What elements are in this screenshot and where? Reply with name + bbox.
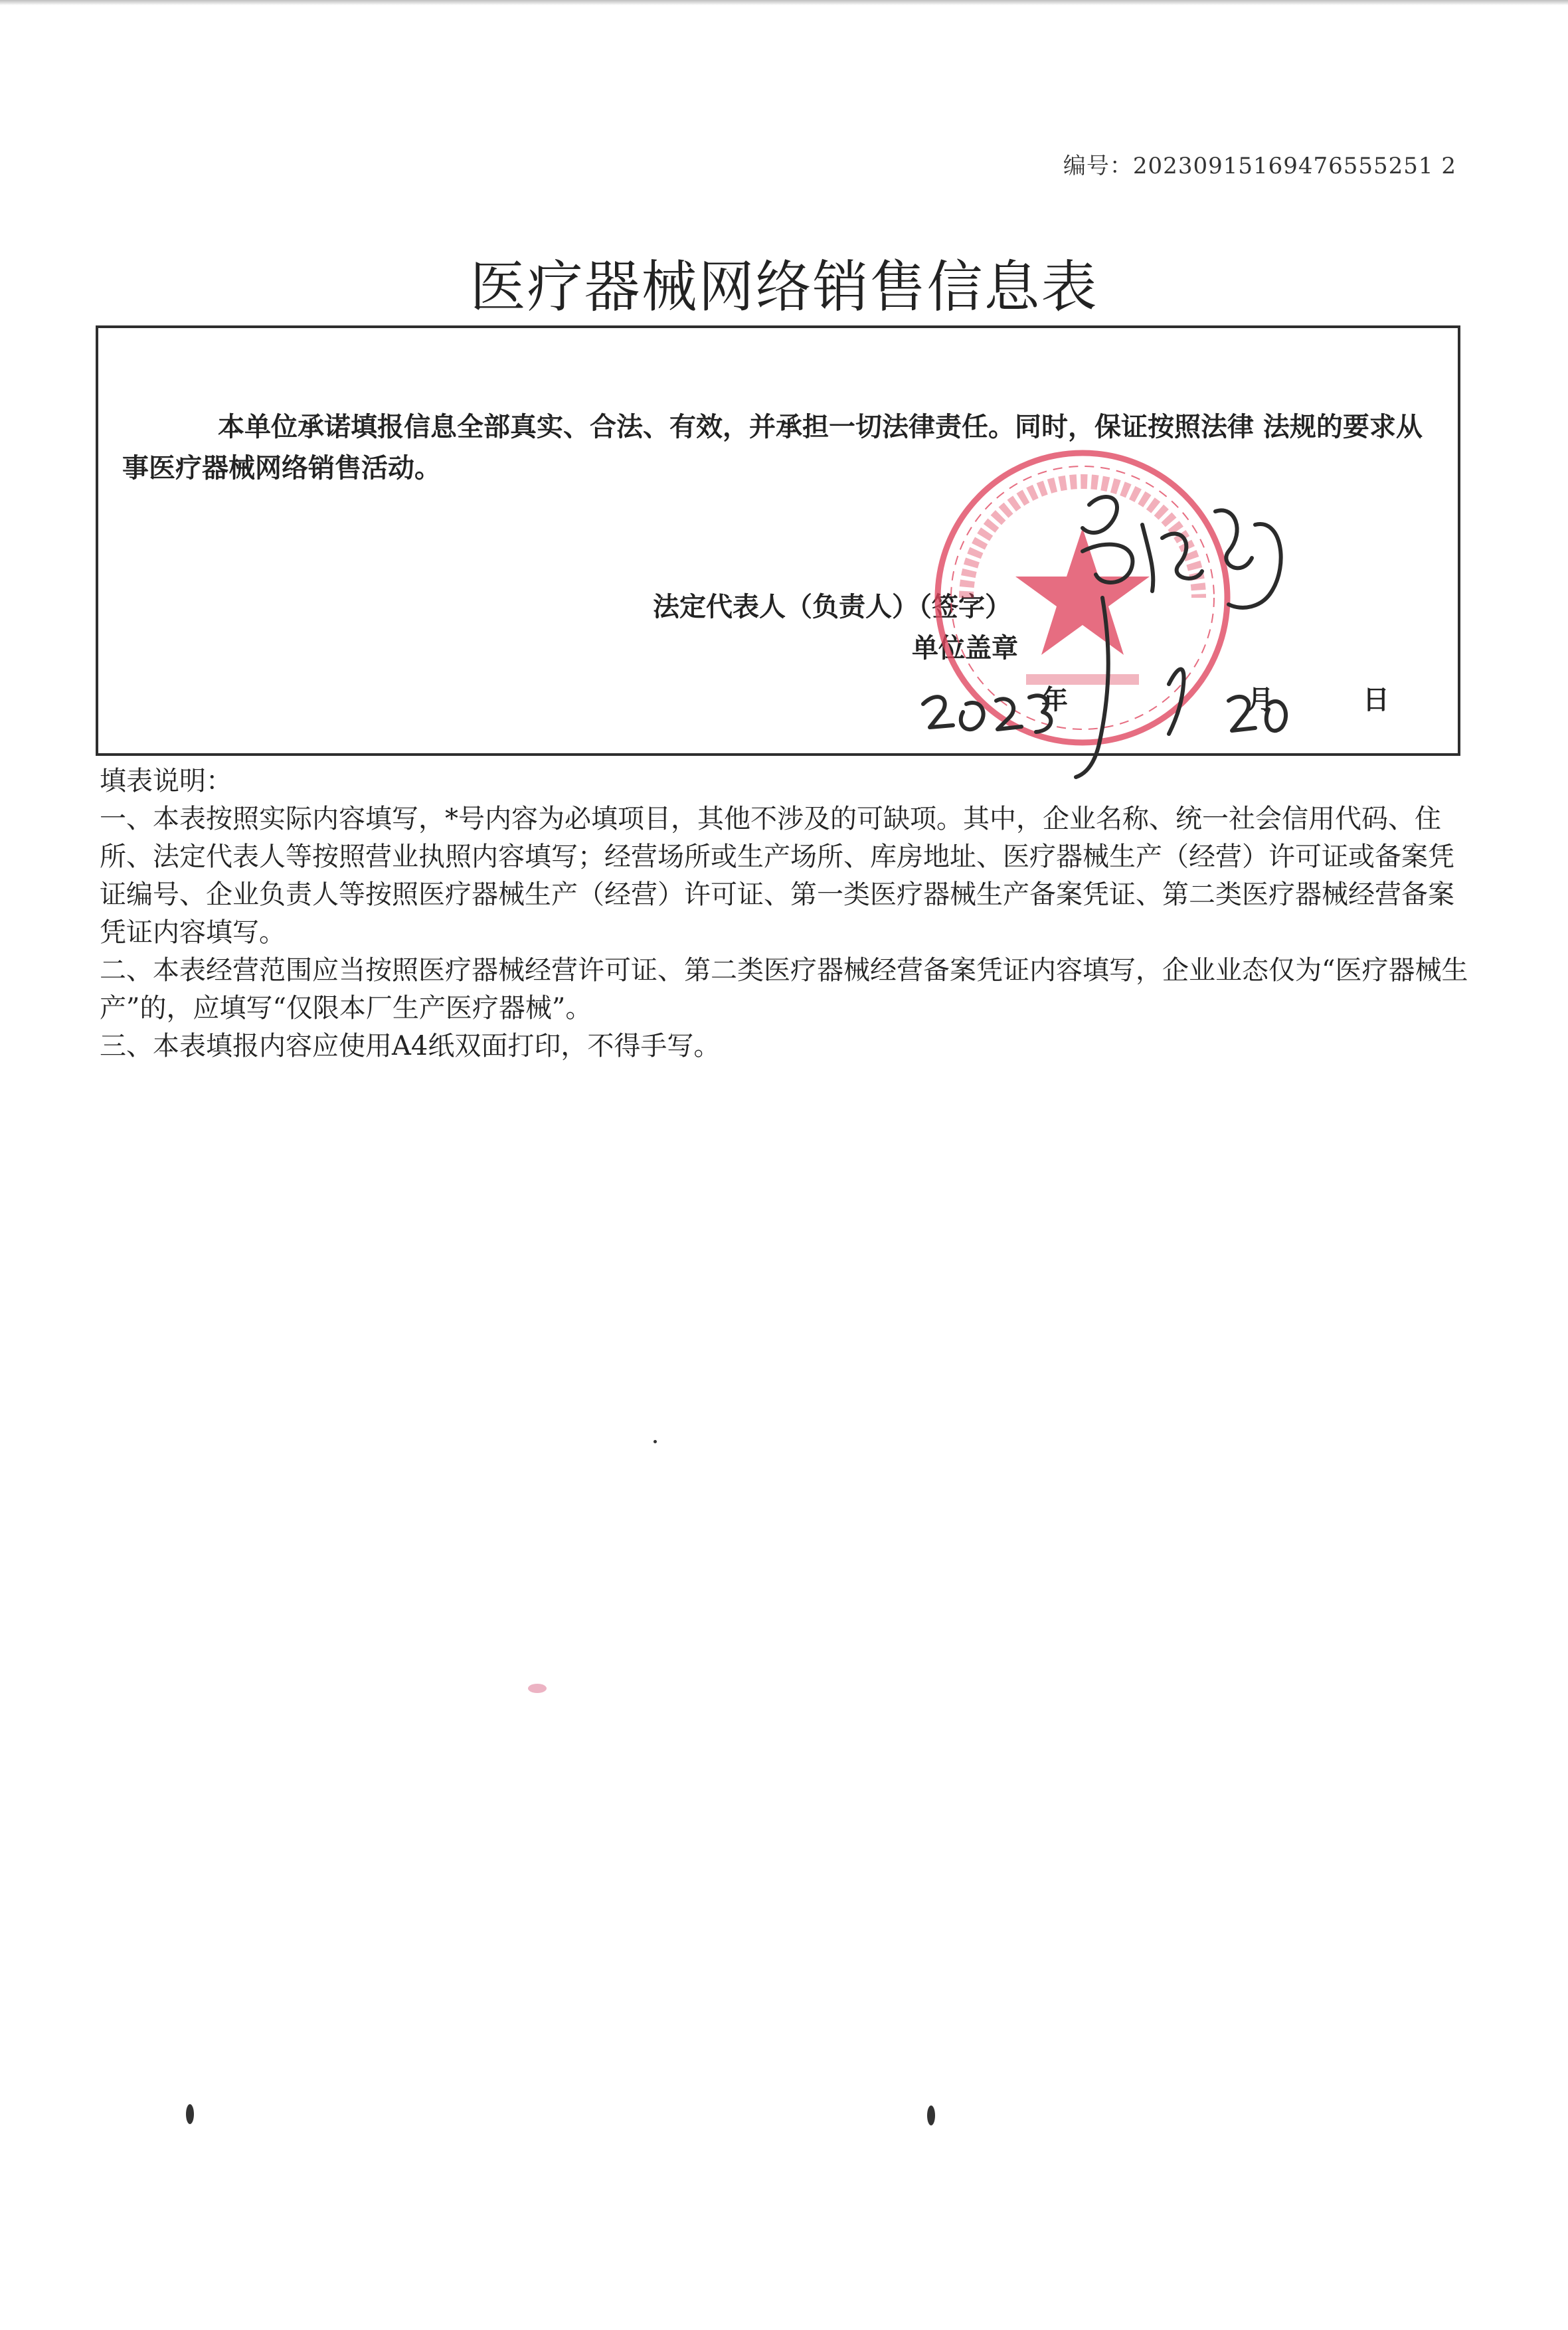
serial-number: 编号：20230915169476555251 2	[1063, 153, 1456, 179]
instructions-section	[100, 762, 1474, 1065]
instruction-item-1: 一、本表按照实际内容填写，*号内容为必填项目，其他不涉及的可缺项。其中，企业名称、统一社会信用代码、住所、法定代表人等按照营业执照内容填写；经营场所或生产场所、库房地址、医疗器械生产（经营）许可证或备案凭证编号、企业负责人等按照医疗器械生产（经营）许可证、第一类医疗器械生产备案凭证、第二类医疗器械经营备案凭证内容填写。	[100, 804, 1454, 948]
handwritten-signature	[883, 465, 1308, 784]
date-day-suffix: 日	[1363, 684, 1389, 715]
instructions-heading: 填表说明：	[100, 766, 232, 796]
date-year-suffix: 年	[1041, 684, 1068, 715]
scan-mark	[528, 1684, 547, 1693]
scan-speck	[927, 2106, 935, 2125]
signer-label: 法定代表人（负责人）（签字）	[653, 591, 1011, 622]
seal-label: 单位盖章	[912, 632, 1018, 664]
scan-edge	[0, 0, 1568, 5]
instruction-item-3: 三、本表填报内容应使用A4纸双面打印，不得手写。	[100, 1031, 721, 1061]
scan-speck	[186, 2104, 194, 2124]
document-title: 医疗器械网络销售信息表	[470, 254, 1098, 319]
pledge-statement: 本单位承诺填报信息全部真实、合法、有效，并承担一切法律责任。同时，保证按照法律 法规的要求从事医疗器械网络销售活动。	[122, 411, 1423, 484]
date-month-suffix: 月	[1247, 684, 1274, 715]
scan-speck	[653, 1440, 657, 1443]
instruction-item-2: 二、本表经营范围应当按照医疗器械经营许可证、第二类医疗器械经营备案凭证内容填写，企业业态仅为“医疗器械生产”的，应填写“仅限本厂生产医疗器械”。	[100, 955, 1468, 1024]
